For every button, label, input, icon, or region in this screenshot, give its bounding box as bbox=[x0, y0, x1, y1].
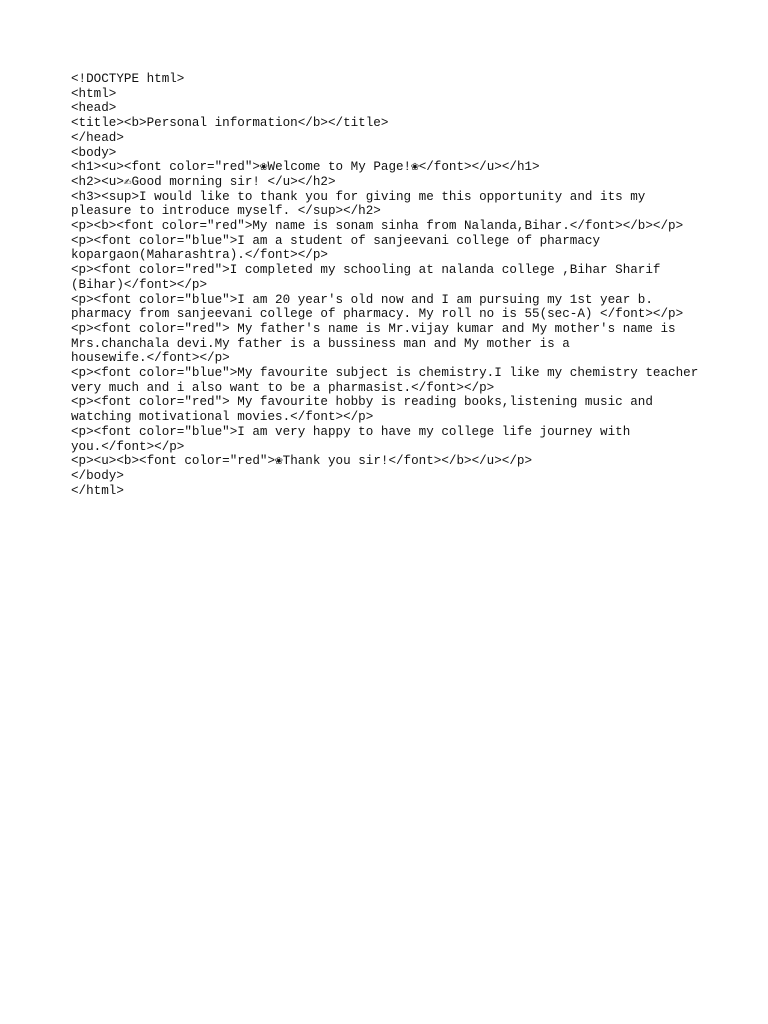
source-line-16: <p><font color="blue">I am 20 year's old now and I am pursuing my 1st year b. bbox=[71, 292, 653, 307]
source-line-1: <!DOCTYPE html> bbox=[71, 72, 185, 86]
source-line-6: <body> bbox=[71, 145, 117, 160]
source-line-9: <h3><sup>I would like to thank you for giving me this opportunity and its my bbox=[71, 189, 646, 204]
source-line-12: <p><font color="blue">I am a student of sanjeevani college of pharmacy bbox=[71, 233, 601, 248]
source-line-14: <p><font color="red">I completed my schooling at nalanda college ,Bihar Sharif bbox=[71, 263, 661, 278]
source-line-10: pleasure to introduce myself. </sup></h2> bbox=[71, 204, 381, 219]
source-line-5: </head> bbox=[71, 130, 124, 145]
source-line-26: you.</font></p> bbox=[71, 439, 185, 454]
source-line-2: <html> bbox=[71, 86, 117, 101]
source-line-24: watching motivational movies.</font></p> bbox=[71, 410, 374, 425]
source-line-20: housewife.</font></p> bbox=[71, 351, 230, 366]
source-line-11: <p><b><font color="red">My name is sonam sinha from Nalanda,Bihar.</font></b></p> bbox=[71, 219, 684, 234]
source-line-28: </body> bbox=[71, 468, 124, 483]
source-line-15: (Bihar)</font></p> bbox=[71, 277, 208, 292]
source-line-23: <p><font color="red"> My favourite hobby is reading books,listening music and bbox=[71, 395, 653, 410]
source-line-4: <title><b>Personal information</b></title> bbox=[71, 116, 389, 131]
source-line-18: <p><font color="red"> My father's name is Mr.vijay kumar and My mother's name is bbox=[71, 321, 676, 336]
source-line-29: </html> bbox=[71, 483, 124, 498]
source-line-27: <p><u><b><font color="red">❀Thank you sir!</font></b></u></p> bbox=[71, 454, 533, 469]
source-line-13: kopargaon(Maharashtra).</font></p> bbox=[71, 248, 328, 263]
source-line-8: <h2><u>✍Good morning sir! </u></h2> bbox=[71, 174, 336, 189]
html-source-listing bbox=[71, 72, 711, 498]
source-line-7: <h1><u><font color="red">❀Welcome to My Page!❀</font></u></h1> bbox=[71, 160, 540, 175]
source-line-21: <p><font color="blue">My favourite subject is chemistry.I like my chemistry teacher bbox=[71, 366, 699, 381]
source-line-17: pharmacy from sanjeevani college of pharmacy. My roll no is 55(sec-A) </font></p> bbox=[71, 307, 684, 322]
source-line-19: Mrs.chanchala devi.My father is a bussiness man and My mother is a bbox=[71, 336, 570, 351]
source-line-22: very much and i also want to be a pharmasist.</font></p> bbox=[71, 380, 495, 395]
source-line-3: <head> bbox=[71, 101, 117, 116]
source-line-25: <p><font color="blue">I am very happy to have my college life journey with bbox=[71, 424, 631, 439]
